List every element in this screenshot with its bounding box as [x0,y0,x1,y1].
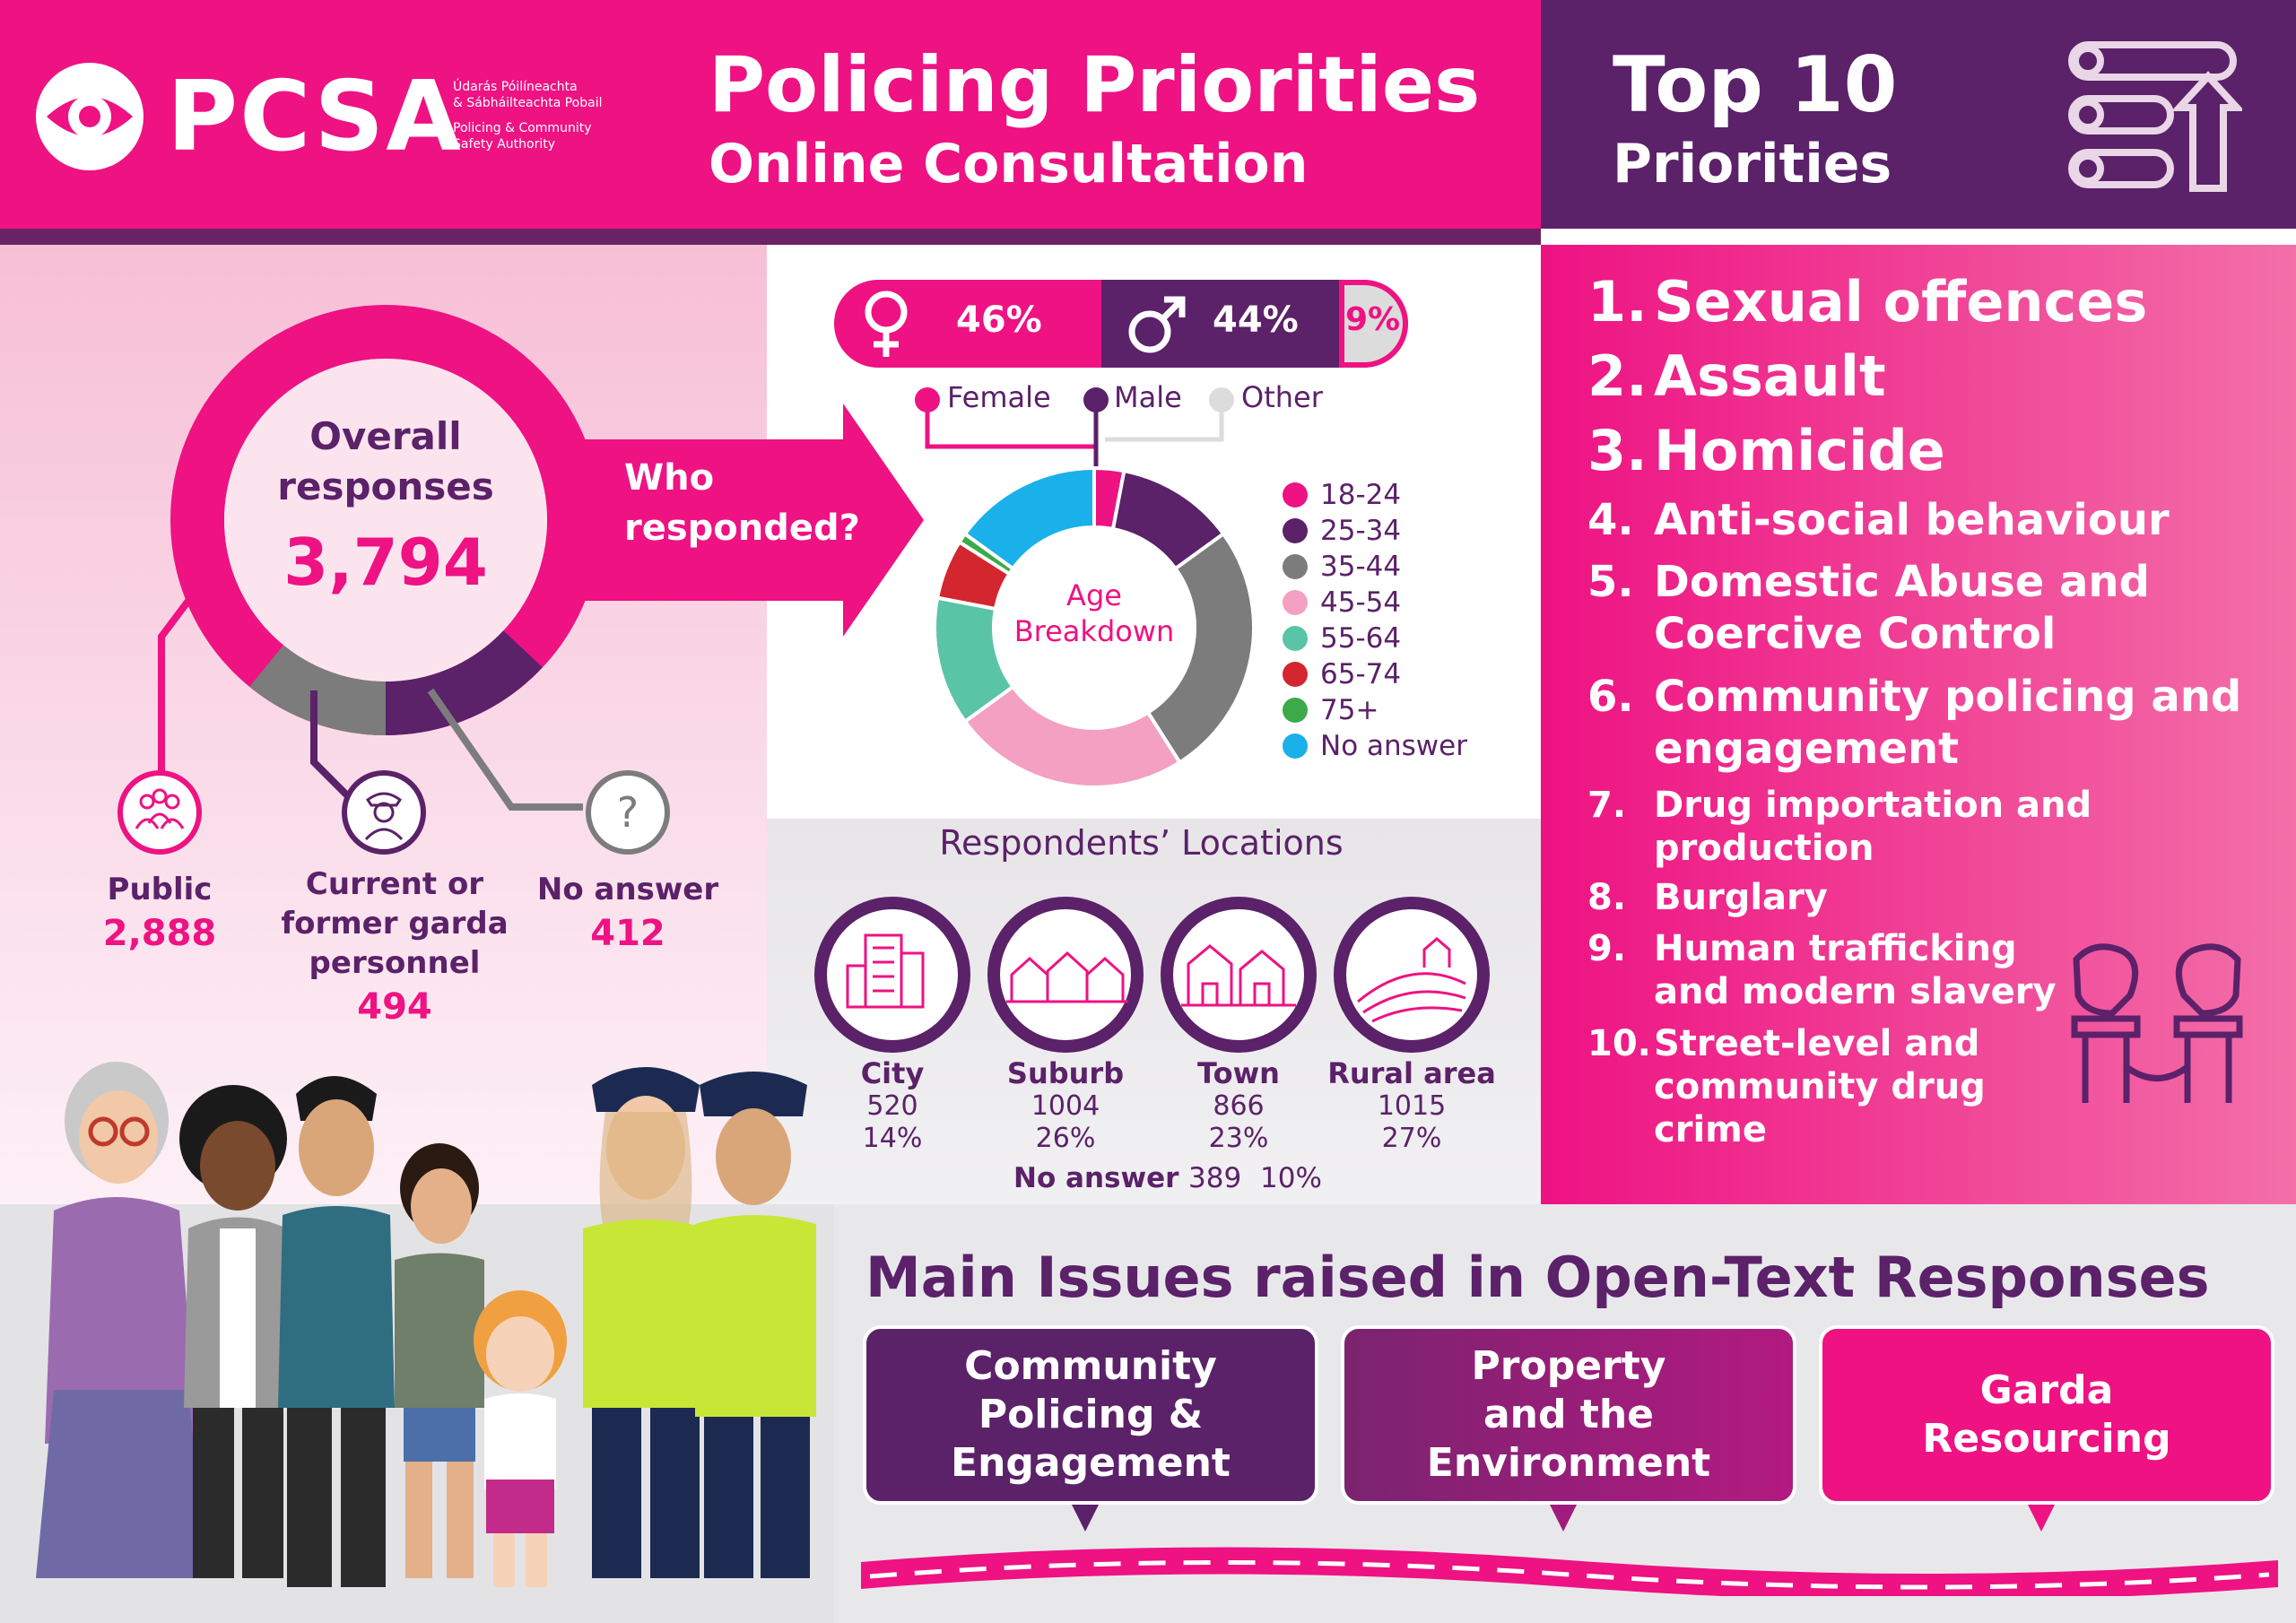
issue-line: and the [1483,1392,1654,1437]
group-public-value: 2,888 [102,913,217,954]
legend-swatch [1283,482,1308,508]
page-subtitle: Online Consultation [709,133,1309,195]
legend-label: 55-64 [1320,622,1402,655]
rural-farm-icon [1331,894,1492,1055]
age-legend-item [1283,656,1467,692]
location-name: City [860,1056,925,1090]
male-legend-label: Male [1114,380,1182,414]
priority-text-cont: Coercive Control [1654,609,2057,659]
logo-irish-line-2: & Sábháilteachta Pobail [453,96,603,110]
handcuffed-fists-icon [2058,933,2256,1112]
location-name: Suburb [1006,1056,1125,1090]
priority-number: 3. [1587,418,1648,483]
priority-text: Human trafficking [1654,928,2017,969]
priority-item [1587,418,1945,483]
person-garda-woman [583,1067,709,1578]
female-symbol-icon [861,289,911,360]
age-legend-item [1283,477,1467,513]
location-count: 1015 [1377,1090,1447,1122]
overall-label-1: Overall [309,414,462,458]
person-child [474,1290,567,1587]
issue-line: Engagement [951,1440,1231,1486]
legend-swatch [1283,590,1308,615]
overall-label-2: responses [277,464,494,508]
location-percent: 14% [862,1123,923,1154]
priority-item [1587,877,1828,918]
priority-item [1587,269,2147,334]
logo-wordmark: PCSA [167,61,463,173]
legend-swatch [1283,698,1308,723]
location-name: Town [1197,1056,1280,1090]
location-count: 1004 [1031,1090,1100,1122]
issue-line: Environment [1426,1440,1711,1486]
legend-label: 75+ [1320,694,1379,726]
person-garda-man [695,1072,816,1578]
ranking-list-icon [2063,36,2242,197]
suburb-houses-icon [985,894,1146,1055]
location-percent: 23% [1208,1123,1269,1154]
priority-number: 7. [1587,785,1627,826]
legend-label: 25-34 [1320,515,1402,547]
svg-text:?: ? [616,788,639,837]
priority-text: Sexual offences [1654,269,2148,334]
location-no-answer-label: No answer [1013,1162,1179,1194]
logo-irish-name [453,79,605,111]
priority-number: 10. [1587,1023,1651,1064]
priority-text-cont: engagement [1654,724,1960,774]
group-garda-value: 494 [357,986,432,1028]
group-garda-label-3: personnel [309,945,481,981]
issue-line: Policing & [978,1392,1204,1437]
who-responded-2: responded? [624,508,860,549]
location-name: Rural area [1327,1056,1496,1090]
location-no-answer-count: 389 [1188,1162,1242,1194]
issue-line: Resourcing [1922,1416,2171,1462]
priority-text: Homicide [1654,418,1945,483]
priority-number: 9. [1587,928,1627,969]
group-public-label: Public [107,872,213,907]
location-count: 866 [1213,1090,1265,1122]
age-legend-item [1283,549,1467,585]
garda-officer-icon [341,769,427,855]
priority-text: Burglary [1654,877,1828,918]
location-percent: 27% [1381,1123,1442,1154]
priority-text: Drug importation and [1654,785,2092,826]
top10-subtitle: Priorities [1613,133,1892,195]
priority-text: Street-level and [1654,1023,1980,1064]
issue-card-garda-resourcing [1819,1325,2274,1505]
priority-text: Community policing and [1654,672,2242,722]
legend-label: 45-54 [1320,586,1402,619]
issue-card-community-policing [863,1325,1318,1505]
age-legend-item [1283,585,1467,621]
priority-number: 8. [1587,877,1627,918]
legend-label: 35-44 [1320,551,1402,583]
age-legend [1283,477,1467,764]
legend-label: 18-24 [1320,479,1402,511]
issues-road [852,1497,2287,1596]
public-crowd-icon [117,769,203,855]
priority-text-cont: crime [1654,1109,1767,1150]
legend-swatch [1283,554,1308,579]
person-woman [179,1085,291,1578]
location-percent: 26% [1035,1123,1096,1154]
other-legend-label: Other [1241,380,1323,414]
priority-number: 6. [1587,672,1634,722]
overall-total: 3,794 [283,525,488,600]
issues-title: Main Issues raised in Open-Text Responses [865,1245,2210,1310]
priority-number: 2. [1587,343,1648,409]
male-percent: 44% [1213,299,1299,341]
person-man [278,1076,395,1587]
priority-text: Assault [1654,343,1886,409]
issue-line: Community [964,1343,1217,1389]
town-buildings-icon [1158,894,1319,1055]
person-teenager [395,1143,484,1578]
priority-item [1587,1022,1986,1151]
priority-text-cont: community drug [1654,1066,1986,1107]
priority-text: Anti-social behaviour [1654,495,2170,545]
age-legend-item [1283,513,1467,549]
priority-text: Domestic Abuse and [1654,557,2150,607]
priority-item [1587,671,2241,775]
age-legend-item [1283,728,1467,764]
age-legend-item [1283,692,1467,728]
city-buildings-icon [812,894,973,1055]
who-responded-1: Who [624,457,715,499]
pcsa-eye-logo-icon [34,61,145,172]
group-no-answer-label: No answer [536,872,719,907]
priority-item [1587,784,2092,870]
header-divider [0,229,1541,245]
question-mark-icon [585,769,671,855]
logo-english-line-1: Policing & Community [453,121,592,135]
female-percent: 46% [956,299,1042,341]
age-legend-item [1283,621,1467,656]
gender-bar [834,280,1408,368]
female-legend-label: Female [947,380,1051,414]
priority-item [1587,495,2170,545]
age-chart-title: Age Breakdown [1013,578,1175,648]
priority-number: 4. [1587,495,1634,545]
priority-item [1587,556,2150,660]
locations-title: Respondents’ Locations [939,823,1344,863]
header-divider-right [1541,229,2296,245]
group-garda-label-2: former garda [281,906,509,942]
male-symbol-icon [1125,292,1189,357]
legend-swatch [1283,626,1308,651]
group-garda-label-1: Current or [305,866,484,902]
priority-text-cont: production [1654,828,1874,869]
page-title: Policing Priorities [709,40,1481,130]
issue-line: Garda [1979,1367,2114,1413]
priority-item [1587,927,2057,1013]
group-no-answer-value: 412 [590,913,665,954]
priority-text-cont: and modern slavery [1654,971,2057,1012]
top10-title: Top 10 [1613,40,1898,130]
logo-english-line-2: Safety Authority [453,137,556,152]
logo-english-name [453,120,605,152]
legend-swatch [1283,662,1308,687]
age-slice-45-54 [965,687,1179,787]
legend-swatch [1283,518,1308,543]
location-no-answer-pct: 10% [1260,1162,1322,1194]
logo-irish-line-1: Údarás Póilíneachta [453,80,578,94]
community-people-illustration [18,1031,825,1605]
location-count: 520 [866,1090,918,1122]
priority-item [1587,343,1886,409]
priority-number: 5. [1587,557,1634,607]
issue-line: Property [1471,1343,1666,1389]
other-percent: 9% [1345,301,1401,338]
priority-number: 1. [1587,269,1648,334]
legend-label: 65-74 [1320,658,1402,690]
issue-card-property-environment [1341,1325,1796,1505]
legend-swatch [1283,733,1308,759]
legend-label: No answer [1320,730,1467,762]
